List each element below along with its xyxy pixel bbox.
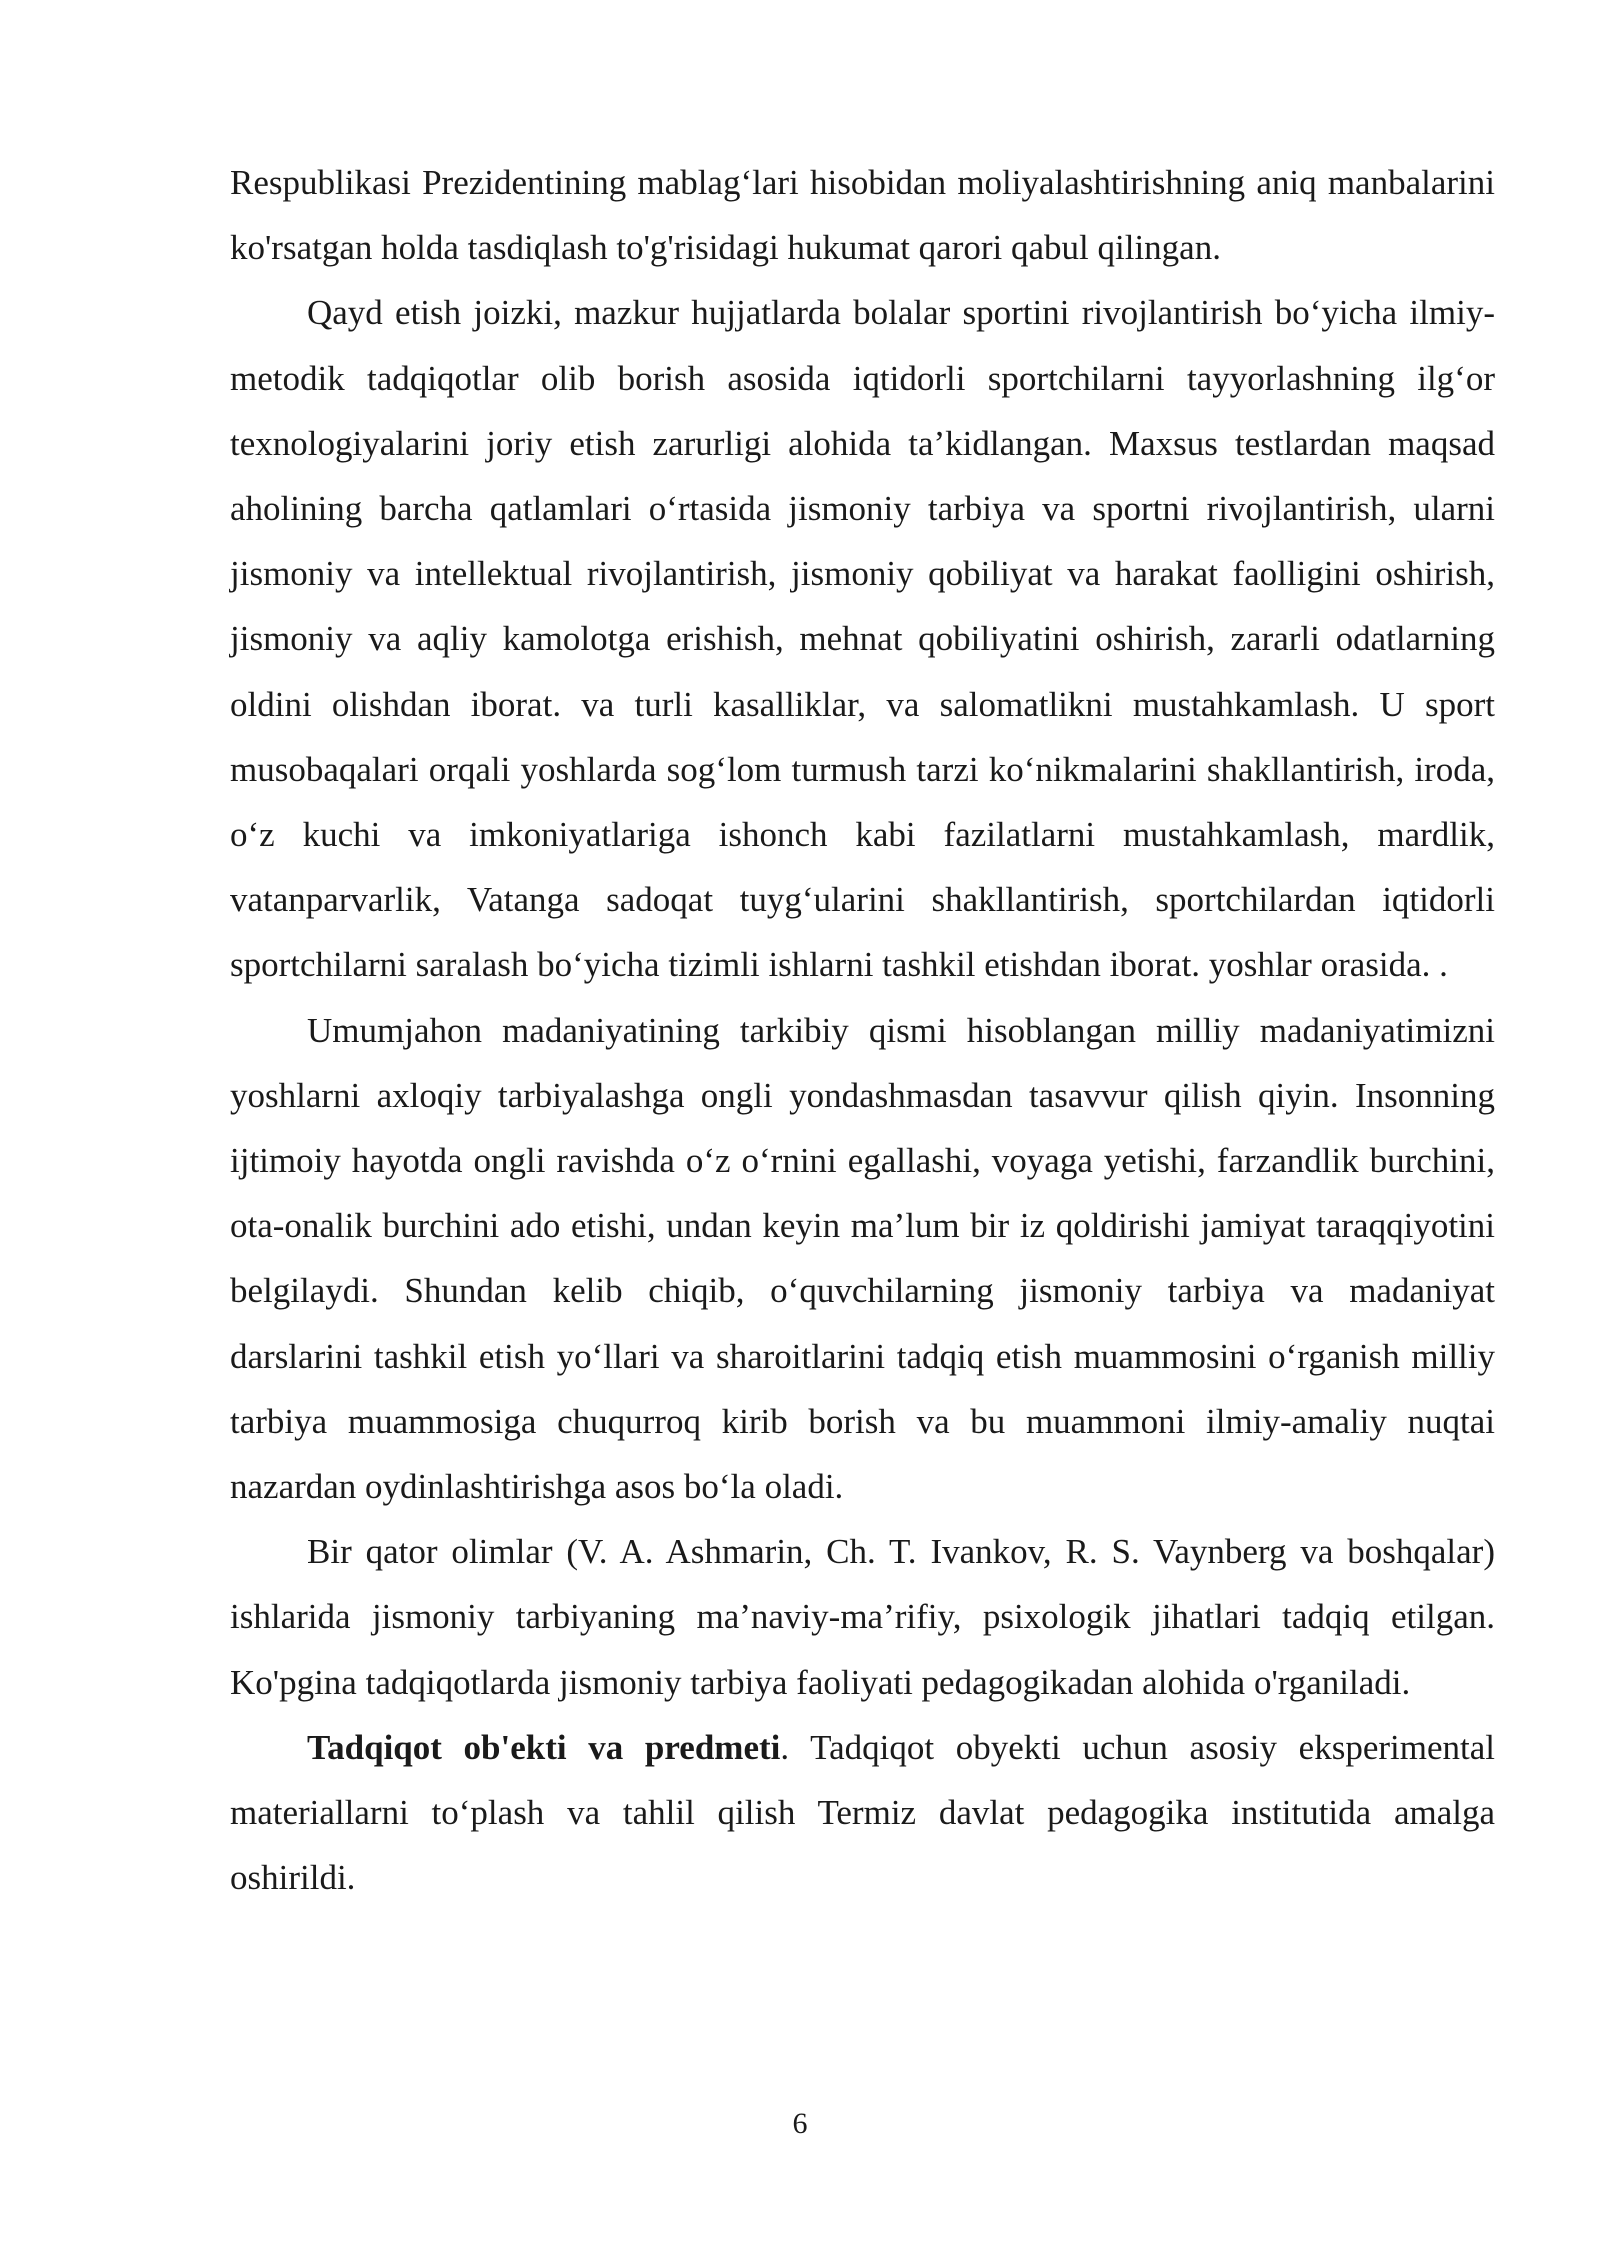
paragraph-olimlar: Bir qator olimlar (V. A. Ashmarin, Ch. T. Ivankov, R. S. Vaynberg va boshqalar) ishlarida jismoniy tarbiyaning ma’naviy-ma’rifiy, psixologik jihatlari tadqiq etilgan. Ko'pgina tadqiqotlarda jismoniy tarbiya faoliyati pedagogikadan alohida o'rganiladi. — [230, 1532, 1495, 1702]
paragraph-tadqiqot-text: . Tadqiqot obyekti uchun asosiy eksperimental materiallarni to‘plash va tahlil qilish Termiz davlat pedagogika institutida amalga oshirildi. — [230, 1727, 1495, 1898]
section-heading-inline: Tadqiqot ob'ekti va predmeti — [307, 1727, 781, 1767]
paragraph-continuation: Respublikasi Prezidentining mablag‘lari hisobidan moliyalashtirishning aniq manbalarini ko'rsatgan holda tasdiqlash to'g'risidagi hukumat qarori qabul qilingan. — [230, 163, 1495, 268]
paragraph-testlar: Qayd etish joizki, mazkur hujjatlarda bolalar sportini rivojlantirish bo‘yicha ilmiy-metodik tadqiqotlar olib borish asosida iqtidorli sportchilarni tayyorlashning ilg‘or texnologiyalarini joriy etish zarurligi alohida ta’kidlangan. Maxsus testlardan maqsad aholining barcha qatlamlari o‘rtasida jismoniy tarbiya va sportni rivojlantirish, ularni jismoniy va intellektual rivojlantirish, jismoniy qobiliyat va harakat faolligini oshirish, jismoniy va aqliy kamolotga erishish, mehnat qobiliyatini oshirish, zararli odatlarning oldini olishdan iborat. va turli kasalliklar, va salomatlikni mustahkamlash. U sport musobaqalari orqali yoshlarda sog‘lom turmush tarzi ko‘nikmalarini shakllantirish, iroda, o‘z kuchi va imkoniyatlariga ishonch kabi fazilatlarni mustahkamlash, mardlik, vatanparvarlik, Vatanga sadoqat tuyg‘ularini shakllantirish, sportchilardan iqtidorli sportchilarni saralash bo‘yicha tizimli ishlarni tashkil etishdan iborat. yoshlar orasida. . — [230, 293, 1495, 985]
page-number: 6 — [792, 2107, 808, 2140]
paragraph-madaniyat: Umumjahon madaniyatining tarkibiy qismi hisoblangan milliy madaniyatimizni yoshlarni axloqiy tarbiyalashga ongli yondashmasdan tasavvur qilish qiyin. Insonning ijtimoiy hayotda ongli ravishda o‘z o‘rnini egallashi, voyaga yetishi, farzandlik burchini, ota-onalik burchini ado etishi, undan keyin ma’lum bir iz qoldirishi jamiyat taraqqiyotini belgilaydi. Shundan kelib chiqib, o‘quvchilarning jismoniy tarbiya va madaniyat darslarini tashkil etish yo‘llari va sharoitlarini tadqiq etish muammosini o‘rganish milliy tarbiya muammosiga chuqurroq kirib borish va bu muammoni ilmiy-amaliy nuqtai nazardan oydinlashtirishga asos bo‘la oladi. — [230, 1010, 1495, 1507]
paragraph-tadqiqot-obekti — [230, 1715, 1495, 1911]
body-text — [230, 150, 1495, 1910]
